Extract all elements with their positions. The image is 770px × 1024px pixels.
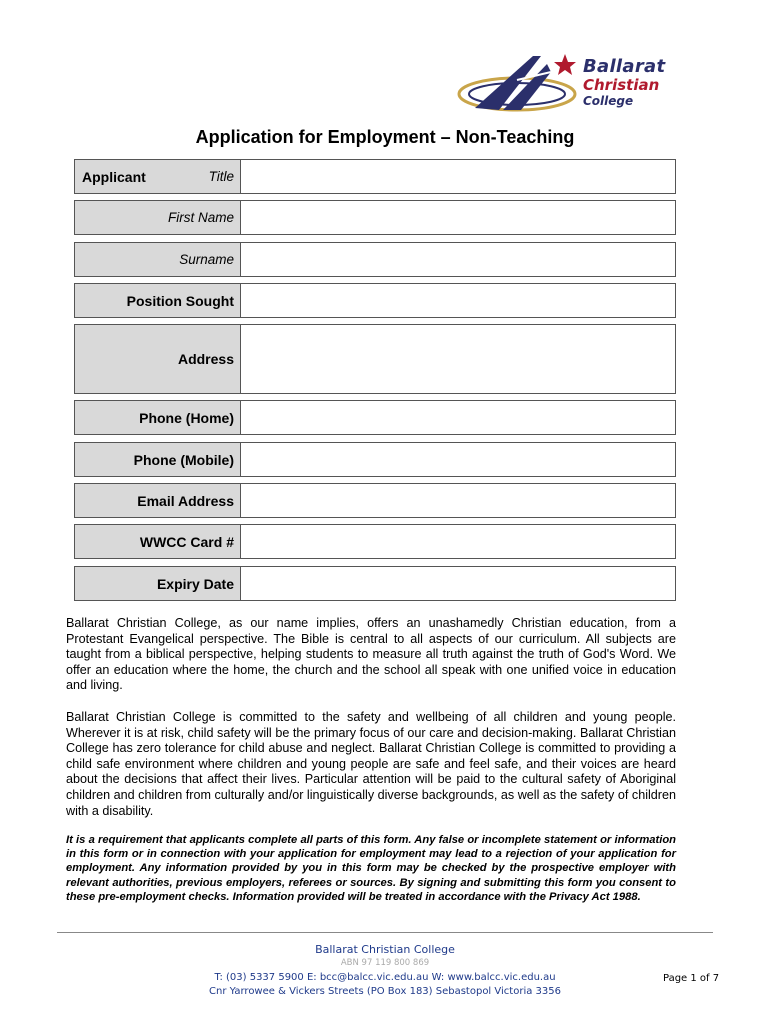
address-label: Address [75, 325, 241, 393]
phone-home-row [74, 400, 676, 435]
address-row [74, 324, 676, 394]
first-name-row [74, 200, 676, 235]
phone-mobile-label: Phone (Mobile) [75, 443, 241, 476]
surname-field[interactable] [241, 243, 675, 276]
phone-mobile-row [74, 442, 676, 477]
wwcc-row [74, 524, 676, 559]
title-field[interactable] [241, 160, 675, 193]
wwcc-label: WWCC Card # [75, 525, 241, 558]
expiry-field[interactable] [241, 567, 675, 600]
surname-label: Surname [75, 243, 241, 276]
logo-line2: Christian [583, 76, 660, 94]
wwcc-field[interactable] [241, 525, 675, 558]
title-row [74, 159, 676, 194]
expiry-row [74, 566, 676, 601]
position-field[interactable] [241, 284, 675, 317]
title-label: Applicant Title [75, 160, 241, 193]
phone-mobile-field[interactable] [241, 443, 675, 476]
requirement-notice: It is a requirement that applicants complete all parts of this form. Any false or incomplete statement or information in this form or in connection with your application for employment may lead to a rejection of your application for employment. Any information provided by you in this form may be checked by the prospective employer with relevant authorities, previous employers, referees or sources. By signing and submitting this form you consent to these pre-employment checks. Information provided will be treated in accordance with the Privacy Act 1988. [66, 834, 676, 903]
applicant-heading: Applicant [82, 168, 146, 185]
address-field[interactable] [241, 325, 675, 393]
footer-contact: T: (03) 5337 5900 E: bcc@balcc.vic.edu.au W: www.balcc.vic.edu.au [214, 972, 556, 983]
position-row [74, 283, 676, 318]
first-name-label: First Name [75, 201, 241, 234]
footer-college-name: Ballarat Christian College [315, 943, 455, 956]
page-number: Page 1 of 7 [663, 973, 720, 984]
logo-wordmark [583, 58, 665, 107]
child-safety-paragraph: Ballarat Christian College is committed to the safety and wellbeing of all children and young people. Wherever it is at risk, child safety will be the primary focus of our care and decision-making. Ballarat Christian College has zero tolerance for child abuse and neglect. Ballarat Christian College is committed to providing a child safe environment where children and young people are safe and feel safe, and their voices are heard about the decisions that affect their lives. Particular attention will be paid to the cultural safety of Aboriginal children and children from culturally and/or linguistically diverse backgrounds, as well as the safety of children with a disability. [66, 710, 676, 818]
intro-paragraph: Ballarat Christian College, as our name implies, offers an unashamedly Christian education, from a Protestant Evangelical perspective. The Bible is central to all aspects of our curriculum. All subjects are taught from a biblical perspective, helping students to measure all truth against the truth of God's Word. We offer an education where the home, the church and the school all speak with one unified voice in education and living. [66, 616, 676, 693]
logo-line1: Ballarat [583, 56, 666, 77]
phone-home-label: Phone (Home) [75, 401, 241, 434]
email-row [74, 483, 676, 518]
footer-abn: ABN 97 119 800 869 [340, 958, 430, 968]
email-label: Email Address [75, 484, 241, 517]
email-field[interactable] [241, 484, 675, 517]
position-label: Position Sought [75, 284, 241, 317]
expiry-label: Expiry Date [75, 567, 241, 600]
page-title: Application for Employment – Non-Teaching [195, 127, 575, 147]
footer-address: Cnr Yarrowee & Vickers Streets (PO Box 183) Sebastopol Victoria 3356 [209, 986, 561, 997]
first-name-field[interactable] [241, 201, 675, 234]
phone-home-field[interactable] [241, 401, 675, 434]
footer-divider [57, 932, 713, 933]
logo-line3: College [583, 94, 634, 108]
surname-row [74, 242, 676, 277]
